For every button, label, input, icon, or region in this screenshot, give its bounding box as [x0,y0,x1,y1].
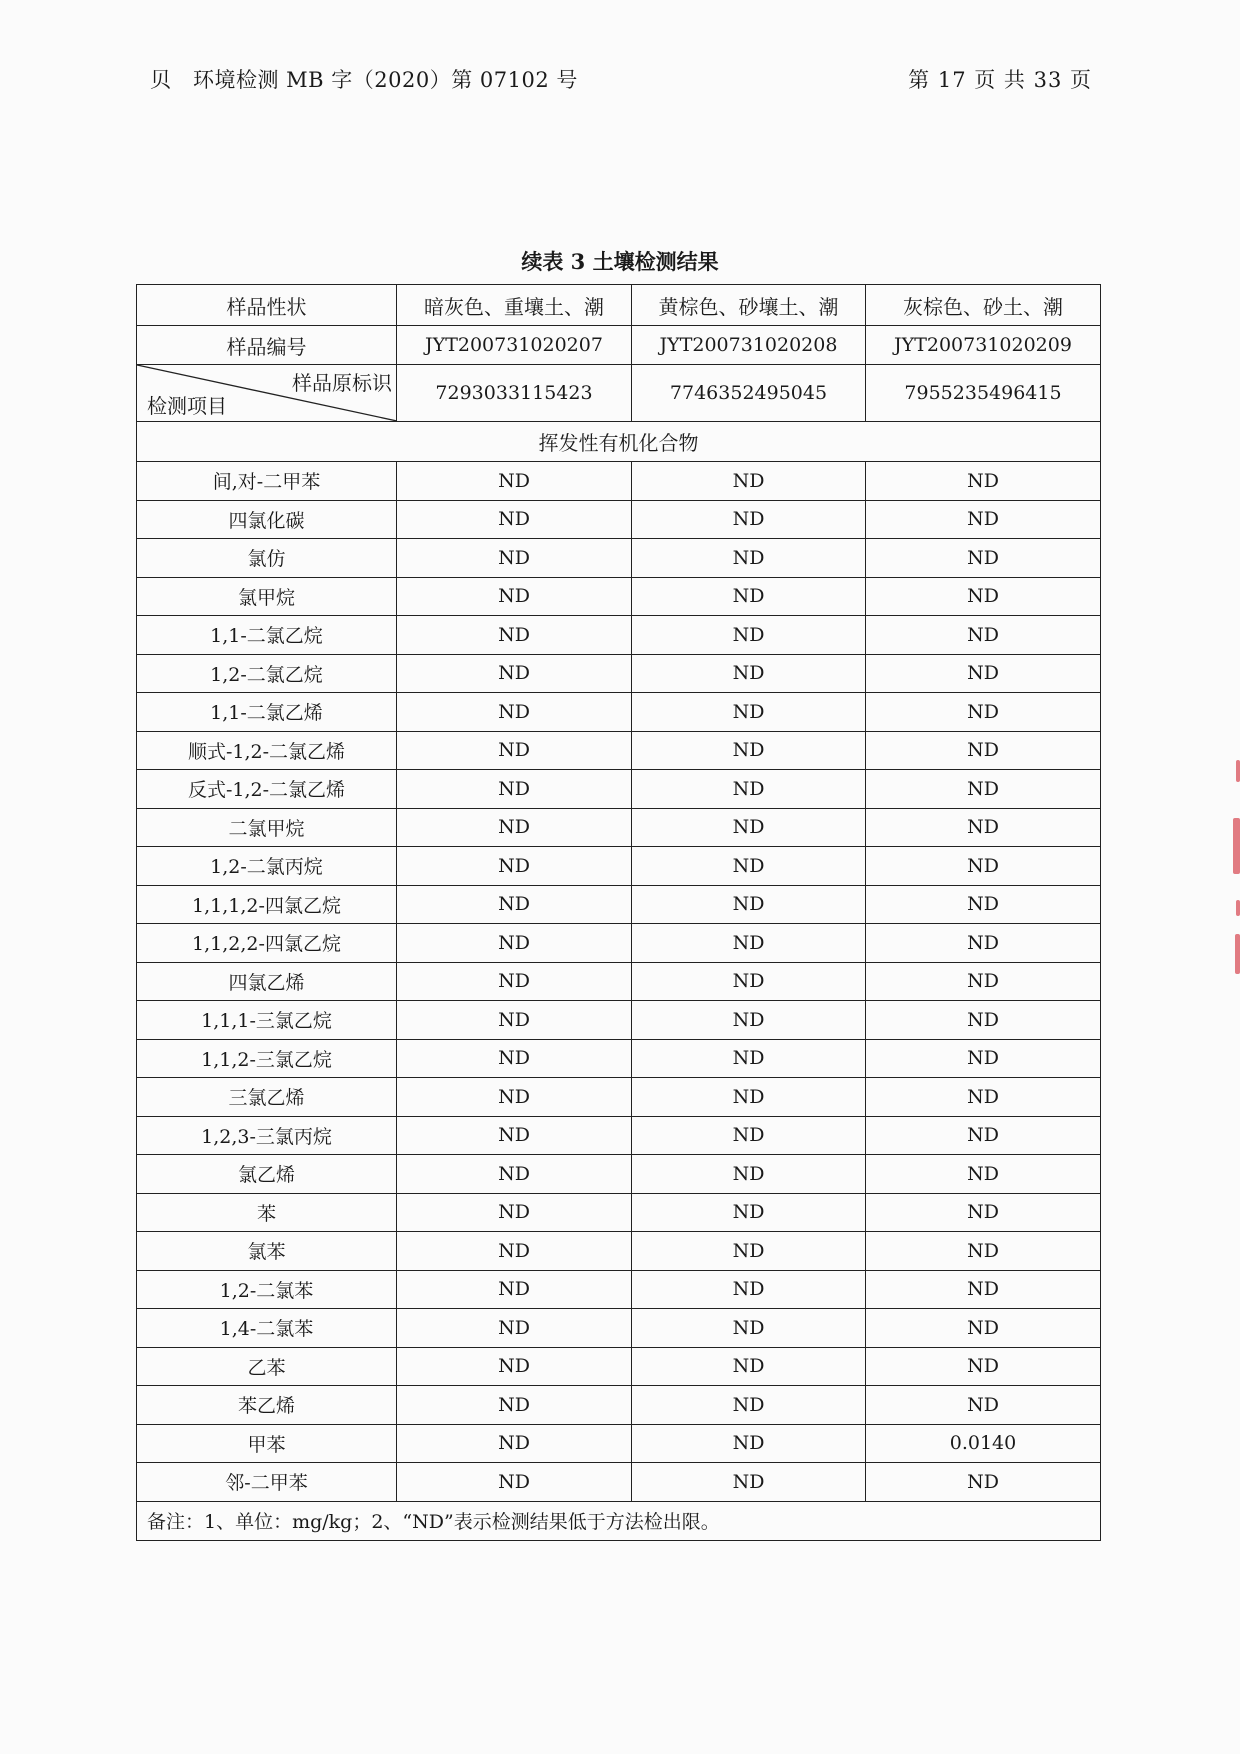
result-cell: ND [397,1001,632,1040]
result-cell: ND [632,539,866,578]
result-cell: ND [632,1232,866,1271]
table-row [137,1309,1101,1348]
result-cell: ND [866,462,1101,501]
result-cell: ND [397,1155,632,1194]
table-row [137,770,1101,809]
report-number: 贝 环境检测 MB 字（2020）第 07102 号 [150,68,578,92]
note-row [137,1501,1101,1540]
sample-number-cell: JYT200731020208 [632,326,866,365]
result-cell: ND [397,1270,632,1309]
result-cell: ND [397,808,632,847]
result-cell: ND [866,1193,1101,1232]
result-cell: ND [397,1193,632,1232]
table-row [137,1193,1101,1232]
sample-property-cell: 灰棕色、砂土、潮 [866,285,1101,326]
soil-results-table [136,284,1101,1541]
table-row [137,1270,1101,1309]
result-cell: ND [632,808,866,847]
result-cell: ND [632,1001,866,1040]
original-id-row [137,365,1101,422]
table-row [137,1078,1101,1117]
result-cell: ND [866,1347,1101,1386]
compound-name-cell: 1,1,2-三氯乙烷 [137,1039,397,1078]
result-cell: ND [632,500,866,539]
result-cell: ND [397,1232,632,1271]
table-row [137,1039,1101,1078]
result-cell: ND [632,616,866,655]
result-cell: ND [397,1039,632,1078]
result-cell: ND [397,577,632,616]
result-cell: ND [632,462,866,501]
table-row [137,924,1101,963]
table-row [137,1347,1101,1386]
sample-property-row [137,285,1101,326]
table-note: 备注：1、单位：mg/kg；2、“ND”表示检测结果低于方法检出限。 [137,1501,1101,1540]
table-row [137,731,1101,770]
table-row [137,1424,1101,1463]
result-cell: ND [632,885,866,924]
result-cell: ND [632,731,866,770]
result-cell: ND [866,1463,1101,1502]
row-label-sample-no: 样品编号 [137,326,397,365]
diagonal-header-cell [137,365,397,422]
result-cell: ND [632,924,866,963]
original-id-label: 样品原标识 [292,371,392,395]
table-row [137,962,1101,1001]
result-cell: ND [866,962,1101,1001]
compound-name-cell: 1,2-二氯丙烷 [137,847,397,886]
result-cell: ND [397,693,632,732]
result-cell: ND [866,577,1101,616]
result-cell: ND [632,1193,866,1232]
compound-name-cell: 四氯乙烯 [137,962,397,1001]
compound-name-cell: 1,1-二氯乙烯 [137,693,397,732]
compound-name-cell: 间,对-二甲苯 [137,462,397,501]
sample-number-row [137,326,1101,365]
result-cell: ND [632,654,866,693]
result-cell: ND [397,1386,632,1425]
table-row [137,1155,1101,1194]
seal-stamp-fragment [1235,934,1240,974]
table-row [137,539,1101,578]
result-cell: ND [866,1270,1101,1309]
result-cell: ND [632,1309,866,1348]
result-cell: ND [866,1116,1101,1155]
table-title: 续表 3 土壤检测结果 [521,249,719,274]
compound-name-cell: 1,1-二氯乙烷 [137,616,397,655]
result-cell: ND [866,500,1101,539]
table-row [137,1386,1101,1425]
table-row [137,616,1101,655]
compound-name-cell: 氯仿 [137,539,397,578]
table-row [137,654,1101,693]
sample-number-cell: JYT200731020207 [397,326,632,365]
table-row [137,577,1101,616]
row-label-property: 样品性状 [137,285,397,326]
result-cell: ND [866,1001,1101,1040]
table-row [137,462,1101,501]
sample-property-cell: 暗灰色、重壤土、潮 [397,285,632,326]
section-row [137,422,1101,462]
compound-name-cell: 氯苯 [137,1232,397,1271]
result-cell: ND [632,577,866,616]
result-cell: ND [866,539,1101,578]
compound-name-cell: 邻-二甲苯 [137,1463,397,1502]
result-cell: ND [866,731,1101,770]
compound-name-cell: 顺式-1,2-二氯乙烯 [137,731,397,770]
original-id-cell: 7293033115423 [397,365,632,422]
table-row [137,693,1101,732]
result-cell: ND [397,1116,632,1155]
compound-name-cell: 三氯乙烯 [137,1078,397,1117]
result-cell: ND [632,1270,866,1309]
result-cell: ND [397,500,632,539]
compound-name-cell: 1,4-二氯苯 [137,1309,397,1348]
result-cell: ND [397,1424,632,1463]
result-cell: ND [397,654,632,693]
compound-name-cell: 1,2-二氯苯 [137,1270,397,1309]
seal-stamp-fragment [1233,818,1240,874]
result-cell: ND [397,1347,632,1386]
result-cell: ND [632,962,866,1001]
result-cell: ND [866,885,1101,924]
result-cell: ND [866,770,1101,809]
result-cell: ND [632,693,866,732]
seal-stamp-fragment [1236,900,1240,916]
compound-name-cell: 四氯化碳 [137,500,397,539]
compound-name-cell: 甲苯 [137,1424,397,1463]
result-cell: ND [632,1424,866,1463]
result-cell: ND [866,924,1101,963]
result-cell: ND [632,1386,866,1425]
compound-name-cell: 二氯甲烷 [137,808,397,847]
table-row [137,1116,1101,1155]
result-cell: ND [397,924,632,963]
result-cell: ND [632,1116,866,1155]
result-cell: ND [397,1463,632,1502]
result-cell: ND [866,693,1101,732]
result-cell: ND [632,1155,866,1194]
result-cell: ND [866,1155,1101,1194]
result-cell: ND [397,962,632,1001]
result-cell: ND [866,1309,1101,1348]
result-cell: ND [632,1078,866,1117]
result-cell: ND [632,1039,866,1078]
table-row [137,885,1101,924]
table-row [137,1463,1101,1502]
section-heading: 挥发性有机化合物 [137,422,1101,462]
page-indicator: 第 17 页 共 33 页 [908,68,1092,92]
table-row [137,500,1101,539]
table-row [137,808,1101,847]
result-cell: ND [866,616,1101,655]
result-cell: ND [632,847,866,886]
compound-name-cell: 氯乙烯 [137,1155,397,1194]
sample-property-cell: 黄棕色、砂壤土、潮 [632,285,866,326]
result-cell: ND [866,1386,1101,1425]
seal-stamp-fragment [1236,760,1240,782]
result-cell: ND [397,847,632,886]
result-cell: ND [397,770,632,809]
result-cell: ND [397,462,632,501]
original-id-cell: 7746352495045 [632,365,866,422]
result-cell: ND [397,731,632,770]
result-cell: ND [632,1463,866,1502]
compound-name-cell: 1,1,1,2-四氯乙烷 [137,885,397,924]
result-cell: ND [866,1039,1101,1078]
result-cell: ND [397,539,632,578]
result-cell: ND [397,1078,632,1117]
result-cell: ND [397,885,632,924]
test-item-label: 检测项目 [147,394,227,418]
sample-number-cell: JYT200731020209 [866,326,1101,365]
compound-name-cell: 1,2,3-三氯丙烷 [137,1116,397,1155]
compound-name-cell: 反式-1,2-二氯乙烯 [137,770,397,809]
result-cell: ND [866,1232,1101,1271]
result-cell: ND [866,847,1101,886]
compound-name-cell: 苯 [137,1193,397,1232]
result-cell: ND [632,1347,866,1386]
compound-name-cell: 苯乙烯 [137,1386,397,1425]
compound-name-cell: 1,1,1-三氯乙烷 [137,1001,397,1040]
table-row [137,1001,1101,1040]
result-cell: 0.0140 [866,1424,1101,1463]
table-row [137,847,1101,886]
result-cell: ND [397,1309,632,1348]
result-cell: ND [632,770,866,809]
table-row [137,1232,1101,1271]
original-id-cell: 7955235496415 [866,365,1101,422]
result-cell: ND [866,808,1101,847]
result-cell: ND [866,654,1101,693]
compound-name-cell: 1,2-二氯乙烷 [137,654,397,693]
compound-name-cell: 1,1,2,2-四氯乙烷 [137,924,397,963]
result-cell: ND [866,1078,1101,1117]
result-cell: ND [397,616,632,655]
compound-name-cell: 乙苯 [137,1347,397,1386]
compound-name-cell: 氯甲烷 [137,577,397,616]
